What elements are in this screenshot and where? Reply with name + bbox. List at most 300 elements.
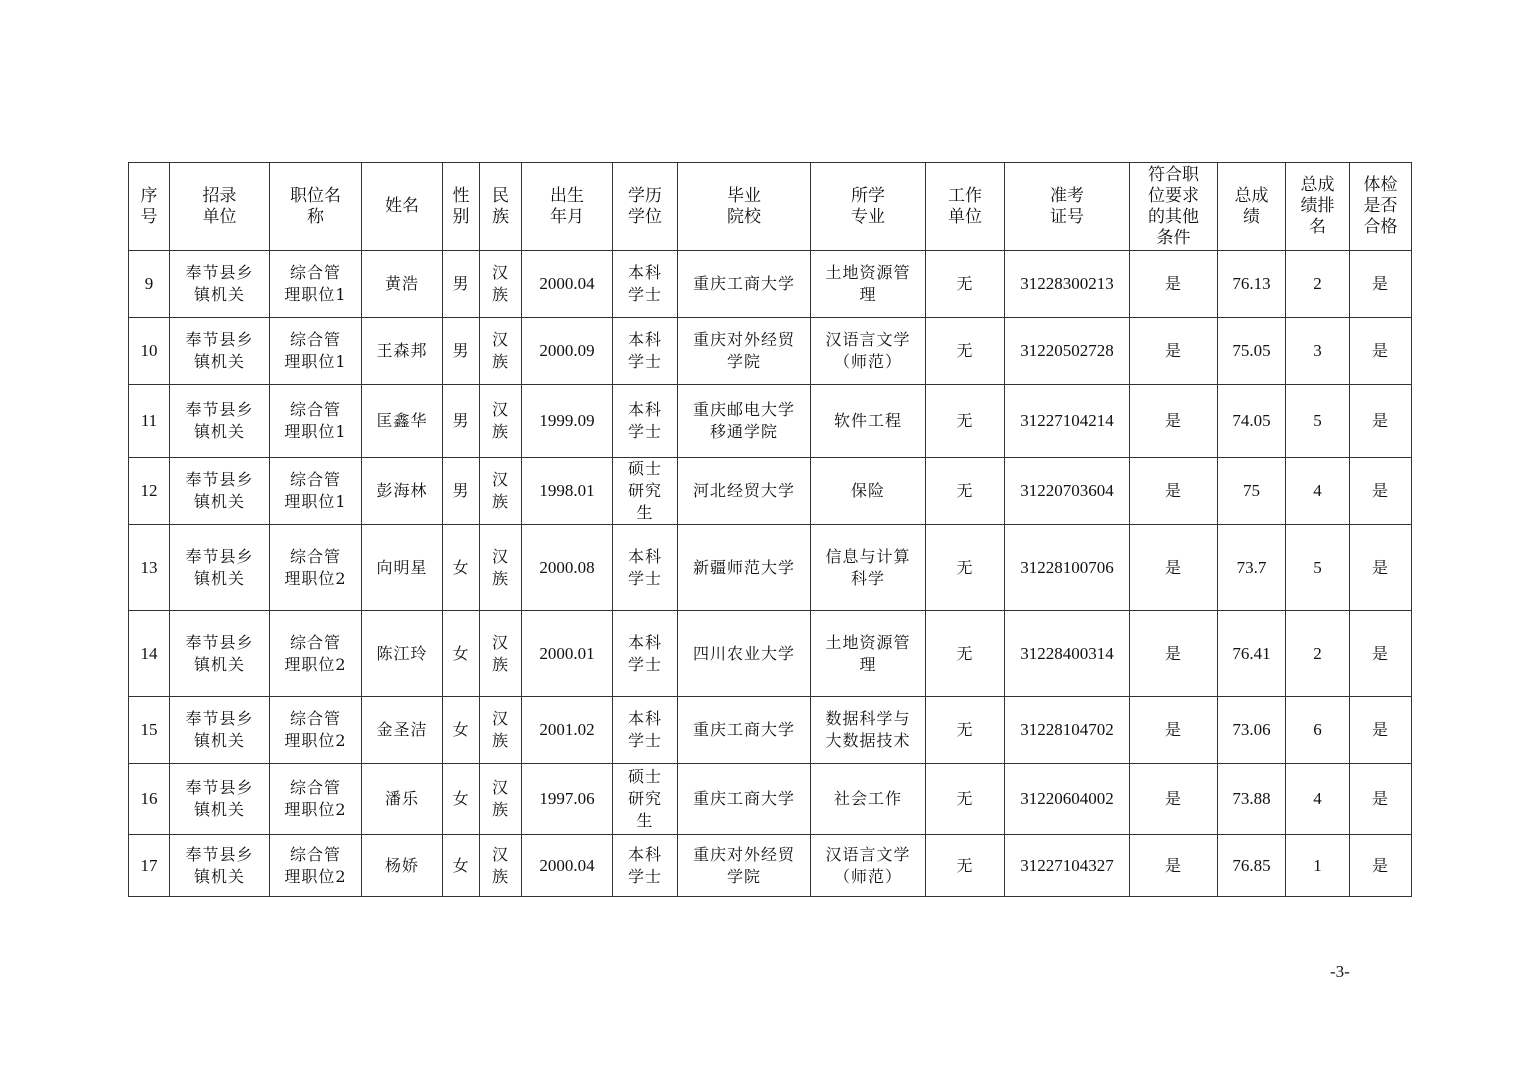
cell-major [811,764,926,835]
cell-total-score [1218,458,1286,525]
header-label: 所学 专业 [851,185,885,227]
cell-employer [926,764,1005,835]
cell-name [362,318,443,385]
cell-text: 12 [140,481,158,500]
cell-text: 金圣洁 [376,720,428,739]
cell-text: 无 [956,341,974,360]
cell-unit [170,318,270,385]
cell-ethnicity [480,835,522,897]
cell-text: 综合管 理职位2 [284,778,347,819]
cell-text: 31228300213 [1020,274,1114,293]
cell-degree [613,835,678,897]
cell-school [678,525,811,611]
cell-birth [522,385,613,458]
cell-total-score [1218,611,1286,697]
cell-rank [1286,385,1350,458]
header-label: 出生 年月 [550,185,584,227]
cell-physical-exam [1350,697,1412,764]
cell-total-score [1218,385,1286,458]
cell-physical-exam [1350,835,1412,897]
cell-text: 硕士 研究 生 [627,767,662,830]
cell-degree [613,385,678,458]
cell-name [362,764,443,835]
cell-school [678,835,811,897]
cell-text: 无 [956,720,974,739]
cell-text: 数据科学与 大数据技术 [825,709,911,750]
cell-text: 本科 学士 [627,263,662,304]
header-label: 符合职 位要求 的其他 条件 [1148,164,1199,248]
cell-seq [129,251,170,318]
cell-text: 无 [956,557,974,577]
cell-exam-id [1005,835,1130,897]
cell-major [811,458,926,525]
cell-seq [129,611,170,697]
table-row [129,385,1412,458]
cell-gender [443,251,480,318]
cell-text: 是 [1371,411,1389,430]
cell-unit [170,525,270,611]
cell-gender [443,835,480,897]
cell-text: 汉 族 [491,778,509,819]
cell-school [678,697,811,764]
header-major [811,163,926,251]
cell-name [362,251,443,318]
cell-unit [170,764,270,835]
cell-text: 社会工作 [833,789,902,808]
cell-text: 软件工程 [833,411,902,430]
cell-school [678,251,811,318]
cell-employer [926,385,1005,458]
cell-text: 是 [1371,720,1389,739]
cell-degree [613,697,678,764]
cell-text: 74.05 [1232,411,1271,430]
cell-total-score [1218,835,1286,897]
cell-degree [613,525,678,611]
cell-birth [522,458,613,525]
cell-unit [170,835,270,897]
cell-text: 15 [140,720,158,739]
cell-total-score [1218,764,1286,835]
header-label: 工作 单位 [948,185,982,227]
cell-employer [926,458,1005,525]
cell-physical-exam [1350,318,1412,385]
cell-text: 本科 学士 [627,632,662,674]
cell-text: 31227104214 [1020,411,1114,430]
cell-text: 男 [452,274,470,293]
cell-seq [129,318,170,385]
cell-text: 73.06 [1232,720,1271,739]
header-label: 学历 学位 [628,185,662,227]
cell-text: 综合管 理职位2 [284,632,347,674]
cell-exam-id [1005,318,1130,385]
cell-ethnicity [480,525,522,611]
cell-text: 汉语言文学 （师范） [825,330,911,371]
table-row [129,458,1412,525]
cell-total-score [1218,318,1286,385]
cell-birth [522,697,613,764]
cell-text: 黄浩 [384,274,419,293]
cell-school [678,764,811,835]
cell-text: 重庆工商大学 [692,789,795,808]
table-row [129,318,1412,385]
cell-text: 综合管 理职位1 [284,263,347,304]
cell-text: 女 [452,789,470,808]
cell-position [270,764,362,835]
cell-gender [443,611,480,697]
cell-text: 奉节县乡 镇机关 [185,546,254,588]
cell-rank [1286,458,1350,525]
cell-major [811,385,926,458]
cell-ethnicity [480,251,522,318]
cell-gender [443,525,480,611]
cell-text: 31220604002 [1020,789,1114,808]
table-body [129,251,1412,897]
header-rank [1286,163,1350,251]
cell-name [362,385,443,458]
cell-exam-id [1005,251,1130,318]
cell-ethnicity [480,611,522,697]
cell-text: 4 [1313,789,1322,808]
cell-birth [522,764,613,835]
cell-unit [170,611,270,697]
cell-text: 重庆对外经贸 学院 [692,330,795,371]
cell-ethnicity [480,318,522,385]
cell-degree [613,458,678,525]
cell-text: 女 [452,643,470,663]
cell-seq [129,385,170,458]
cell-text: 2 [1313,643,1322,663]
header-label: 姓名 [385,196,419,216]
cell-text: 是 [1164,341,1182,360]
cell-text: 5 [1313,411,1322,430]
cell-text: 综合管 理职位1 [284,400,347,441]
header-other-conditions [1130,163,1218,251]
table-header [129,163,1412,251]
cell-ethnicity [480,697,522,764]
cell-text: 重庆邮电大学 移通学院 [692,400,795,441]
cell-total-score [1218,697,1286,764]
header-birth [522,163,613,251]
cell-birth [522,835,613,897]
header-employer [926,163,1005,251]
cell-text: 2000.08 [539,557,595,577]
cell-gender [443,458,480,525]
cell-text: 综合管 理职位1 [284,470,347,511]
cell-name [362,835,443,897]
cell-text: 是 [1164,643,1182,663]
cell-physical-exam [1350,385,1412,458]
cell-degree [613,251,678,318]
cell-other-conditions [1130,835,1218,897]
cell-position [270,385,362,458]
cell-text: 无 [956,481,974,500]
cell-text: 奉节县乡 镇机关 [185,400,254,441]
table-row [129,697,1412,764]
cell-text: 无 [956,855,974,875]
cell-text: 10 [140,341,158,360]
cell-text: 王森邦 [376,341,428,360]
cell-other-conditions [1130,611,1218,697]
cell-text: 17 [140,855,158,875]
cell-major [811,525,926,611]
cell-birth [522,611,613,697]
cell-text: 14 [140,643,158,663]
cell-text: 无 [956,643,974,663]
header-gender [443,163,480,251]
cell-rank [1286,697,1350,764]
cell-other-conditions [1130,251,1218,318]
header-label: 性 别 [452,185,470,227]
cell-unit [170,697,270,764]
cell-school [678,458,811,525]
cell-ethnicity [480,764,522,835]
table-row [129,251,1412,318]
cell-text: 奉节县乡 镇机关 [185,778,254,819]
cell-text: 1999.09 [539,411,595,430]
cell-text: 31220502728 [1020,341,1114,360]
cell-school [678,318,811,385]
cell-text: 男 [452,341,470,360]
cell-employer [926,835,1005,897]
table-row [129,611,1412,697]
cell-text: 是 [1371,481,1389,500]
cell-text: 汉 族 [491,330,509,371]
cell-text: 是 [1371,341,1389,360]
cell-exam-id [1005,458,1130,525]
cell-exam-id [1005,697,1130,764]
cell-text: 本科 学士 [627,709,662,750]
cell-text: 汉 族 [491,844,509,886]
cell-text: 信息与计算 科学 [825,546,911,588]
cell-text: 31228104702 [1020,720,1114,739]
cell-physical-exam [1350,251,1412,318]
cell-text: 是 [1371,855,1389,875]
cell-text: 本科 学士 [627,400,662,441]
cell-physical-exam [1350,458,1412,525]
cell-text: 1998.01 [539,481,595,500]
cell-text: 2000.09 [539,341,595,360]
table-row [129,835,1412,897]
cell-school [678,611,811,697]
cell-name [362,697,443,764]
header-label: 总成 绩 [1234,185,1269,227]
cell-birth [522,251,613,318]
cell-degree [613,318,678,385]
cell-text: 匡鑫华 [376,411,428,430]
cell-text: 无 [956,411,974,430]
cell-name [362,611,443,697]
cell-text: 31220703604 [1020,481,1114,500]
cell-text: 13 [140,557,158,577]
header-physical-exam [1350,163,1412,251]
cell-text: 本科 学士 [627,844,662,886]
cell-text: 76.41 [1232,643,1271,663]
cell-text: 汉 族 [491,632,509,674]
cell-other-conditions [1130,318,1218,385]
cell-text: 是 [1164,481,1182,500]
cell-text: 是 [1164,274,1182,293]
cell-text: 无 [956,789,974,808]
cell-text: 2000.04 [539,274,595,293]
cell-text: 男 [452,411,470,430]
header-exam-id [1005,163,1130,251]
cell-text: 2001.02 [539,720,595,739]
table-row [129,764,1412,835]
header-seq [129,163,170,251]
cell-text: 土地资源管 理 [825,263,911,304]
cell-text: 奉节县乡 镇机关 [185,632,254,674]
cell-text: 是 [1164,720,1182,739]
cell-text: 重庆工商大学 [692,274,795,293]
cell-birth [522,525,613,611]
cell-other-conditions [1130,525,1218,611]
header-label: 体检 是否 合格 [1363,175,1398,237]
cell-other-conditions [1130,458,1218,525]
cell-employer [926,525,1005,611]
cell-text: 75.05 [1232,341,1271,360]
cell-text: 2 [1313,274,1322,293]
cell-text: 土地资源管 理 [825,632,911,674]
cell-physical-exam [1350,764,1412,835]
cell-text: 是 [1371,789,1389,808]
cell-rank [1286,611,1350,697]
cell-major [811,611,926,697]
cell-rank [1286,318,1350,385]
header-label: 职位名 称 [290,185,341,227]
cell-text: 本科 学士 [627,330,662,371]
cell-unit [170,385,270,458]
cell-text: 11 [140,411,158,430]
cell-text: 73.88 [1232,789,1271,808]
cell-text: 6 [1313,720,1322,739]
header-total-score [1218,163,1286,251]
cell-position [270,458,362,525]
results-table [128,162,1412,897]
cell-text: 汉 族 [491,470,509,511]
cell-text: 1997.06 [539,789,595,808]
header-label: 民 族 [492,185,509,227]
cell-ethnicity [480,458,522,525]
cell-position [270,697,362,764]
cell-text: 1 [1313,855,1322,875]
cell-text: 汉语言文学 （师范） [825,844,911,886]
cell-text: 汉 族 [491,709,509,750]
cell-text: 本科 学士 [627,546,662,588]
cell-text: 汉 族 [491,546,509,588]
cell-total-score [1218,251,1286,318]
cell-text: 潘乐 [384,789,419,808]
cell-text: 31227104327 [1020,855,1114,875]
cell-text: 2000.04 [539,855,595,875]
header-ethnicity [480,163,522,251]
cell-employer [926,697,1005,764]
header-school [678,163,811,251]
cell-degree [613,764,678,835]
cell-text: 女 [452,855,470,875]
cell-text: 综合管 理职位1 [284,330,347,371]
cell-seq [129,764,170,835]
cell-text: 是 [1371,643,1389,663]
cell-text: 保险 [850,481,885,500]
header-row [129,163,1412,251]
cell-text: 16 [140,789,158,808]
cell-degree [613,611,678,697]
cell-position [270,318,362,385]
cell-position [270,251,362,318]
cell-major [811,318,926,385]
header-position [270,163,362,251]
cell-ethnicity [480,385,522,458]
cell-text: 综合管 理职位2 [284,709,347,750]
cell-employer [926,318,1005,385]
cell-text: 重庆对外经贸 学院 [692,844,795,886]
cell-birth [522,318,613,385]
cell-other-conditions [1130,764,1218,835]
cell-text: 硕士 研究 生 [627,459,662,522]
cell-text: 汉 族 [491,263,509,304]
cell-seq [129,525,170,611]
cell-seq [129,697,170,764]
cell-other-conditions [1130,385,1218,458]
header-label: 招录 单位 [202,185,237,227]
cell-text: 综合管 理职位2 [284,844,347,886]
cell-total-score [1218,525,1286,611]
cell-major [811,251,926,318]
cell-rank [1286,764,1350,835]
cell-text: 奉节县乡 镇机关 [185,844,254,886]
cell-text: 73.7 [1236,557,1267,577]
cell-seq [129,835,170,897]
cell-text: 女 [452,720,470,739]
header-label: 准考 证号 [1050,185,1084,227]
cell-physical-exam [1350,525,1412,611]
cell-text: 重庆工商大学 [692,720,795,739]
cell-text: 76.85 [1232,855,1271,875]
header-label: 总成 绩排 名 [1300,175,1335,237]
cell-text: 75 [1243,481,1260,500]
cell-position [270,835,362,897]
cell-name [362,458,443,525]
cell-text: 是 [1164,855,1182,875]
cell-text: 汉 族 [491,400,509,441]
cell-text: 杨娇 [384,855,419,875]
cell-text: 奉节县乡 镇机关 [185,330,254,371]
cell-rank [1286,525,1350,611]
cell-text: 是 [1164,557,1182,577]
cell-text: 31228400314 [1020,643,1114,663]
cell-position [270,611,362,697]
cell-unit [170,251,270,318]
cell-seq [129,458,170,525]
cell-position [270,525,362,611]
cell-major [811,697,926,764]
cell-text: 女 [452,557,470,577]
cell-exam-id [1005,525,1130,611]
cell-rank [1286,835,1350,897]
cell-physical-exam [1350,611,1412,697]
cell-name [362,525,443,611]
cell-text: 男 [452,481,470,500]
cell-text: 2000.01 [539,643,595,663]
header-label: 毕业 院校 [727,185,761,227]
cell-text: 31228100706 [1020,557,1114,577]
cell-major [811,835,926,897]
cell-text: 76.13 [1232,274,1271,293]
cell-text: 向明星 [376,557,428,577]
cell-rank [1286,251,1350,318]
cell-text: 5 [1313,557,1322,577]
cell-text: 是 [1371,557,1389,577]
